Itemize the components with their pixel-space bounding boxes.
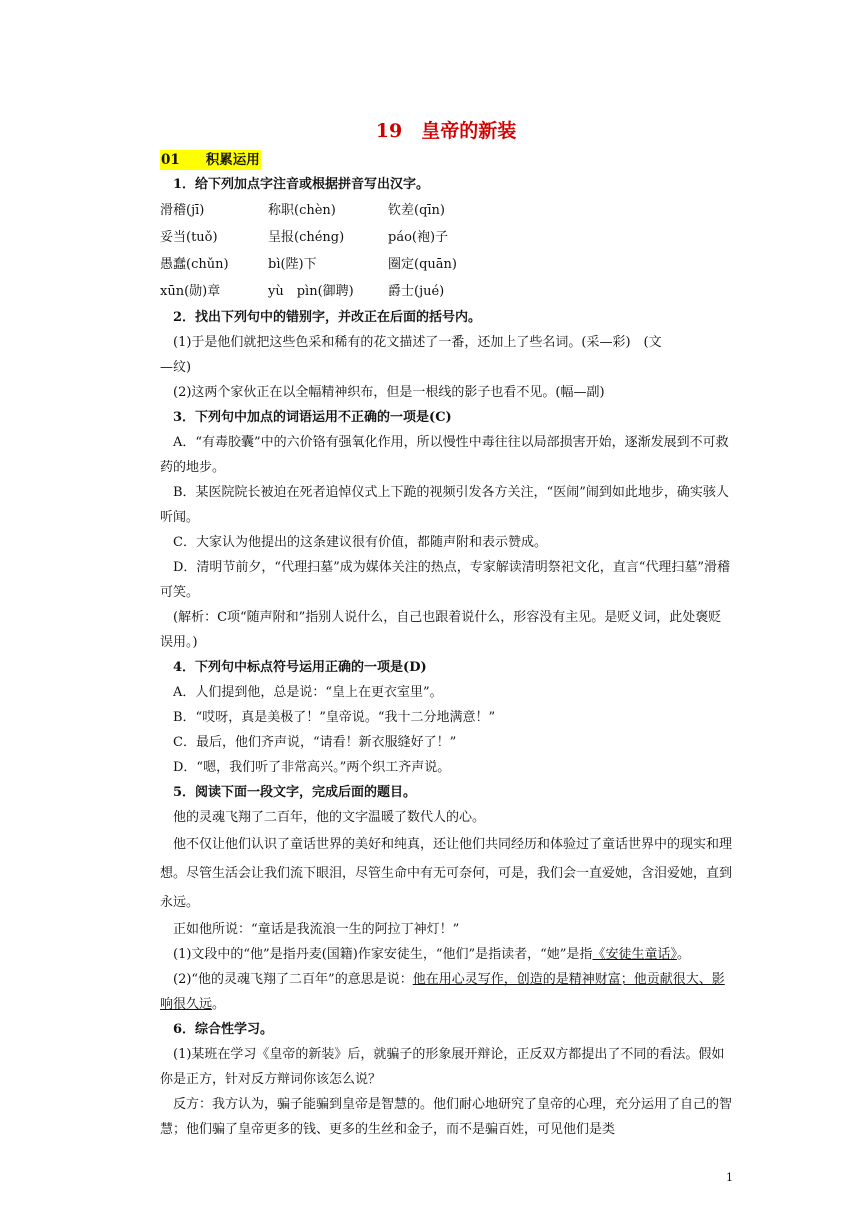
pinyin-item: 妥当(tuǒ) <box>160 230 218 245</box>
pinyin-item: 滑稽(jī) <box>160 203 205 218</box>
opponent-argument: 反方：我方认为，骗子能骗到皇帝是智慧的。他们耐心地研究了皇帝的心理，充分运用了自己的智慧；他们骗了皇帝更多的钱、更多的生丝和金子，而不是骗百姓，可见他们是类 <box>160 1097 733 1137</box>
pinyin-item: bì(陛)下 <box>268 257 317 272</box>
question-2-stem: 2．找出下列句中的错别字，并改正在后面的括号内。 <box>173 310 482 325</box>
option-c: C．大家认为他提出的这条建议很有价值，都随声附和表示赞成。 <box>173 535 547 550</box>
answer-2-prefix: (2)“他的灵魂飞翔了二百年”的意思是说： <box>173 972 413 987</box>
answer-1-suffix: 。 <box>676 947 690 962</box>
page-title: 19 皇帝的新装 <box>375 120 517 142</box>
answer-2 <box>160 967 732 1017</box>
pinyin-row <box>160 197 732 224</box>
option-d: D．“嗯，我们听了非常高兴。”两个织工齐声说。 <box>173 760 451 775</box>
answer-1-underlined: 《安徒生童话》 <box>592 947 677 962</box>
section-number: 01 <box>161 152 180 168</box>
option-a: A．人们提到他，总是说：“皇上在更衣室里”。 <box>173 685 443 700</box>
pinyin-item: 呈报(chéng) <box>268 230 345 245</box>
pinyin-item: yù pìn(御聘) <box>268 284 354 299</box>
analysis: (解析：C项“随声附和”指别人说什么，自己也跟着说什么，形容没有主见。是贬义词，此处褒贬误用。) <box>160 610 722 650</box>
question-6-part-1: (1)某班在学习《皇帝的新装》后，就骗子的形象展开辩论，正反双方都提出了不同的看法。假如你是正方，针对反方辩词你该怎么说？ <box>160 1047 725 1087</box>
option-b: B．某医院院长被迫在死者追悼仪式上下跪的视频引发各方关注，“医闹”闹到如此地步，确实骇人听闻。 <box>160 485 729 525</box>
reading-paragraph-1: 他的灵魂飞翔了二百年，他的文字温暖了数代人的心。 <box>173 810 486 825</box>
document-body <box>160 172 732 1142</box>
reading-paragraph-3: 正如他所说：“童话是我流浪一生的阿拉丁神灯！” <box>173 922 460 937</box>
pinyin-row <box>160 278 732 305</box>
page-number: 1 <box>726 1171 733 1184</box>
pinyin-item: 钦差(qīn) <box>388 203 445 218</box>
pinyin-row <box>160 251 732 278</box>
question-5-stem: 5．阅读下面一段文字，完成后面的题目。 <box>173 785 417 800</box>
option-b: B．“哎呀，真是美极了！”皇帝说。“我十二分地满意！” <box>173 710 496 725</box>
pinyin-item: 称职(chèn) <box>268 203 336 218</box>
question-6-stem: 6．综合性学习。 <box>173 1022 274 1037</box>
question-2-sentence-2: (2)这两个家伙正在以全幅精神织布，但是一根线的影子也看不见。(幅—副) <box>173 385 605 400</box>
option-d: D．清明节前夕，“代理扫墓”成为媒体关注的热点，专家解读清明祭祀文化，直言“代理扫墓”滑稽可笑。 <box>160 560 731 600</box>
section-label: 积累运用 <box>205 152 260 168</box>
reading-paragraph-2: 他不仅让他们认识了童话世界的美好和纯真，还让他们共同经历和体验过了童话世界中的现实和理想。尽管生活会让我们流下眼泪，尽管生命中有无可奈何，可是，我们会一直爱她，含泪爱她，直到永远。 <box>160 837 733 910</box>
answer-2-suffix: 。 <box>212 997 226 1012</box>
question-2-sentence-1: (1)于是他们就把这些色采和稀有的花文描述了一番，还加上了些名词。(采—彩) (文 <box>173 335 662 350</box>
pinyin-row <box>160 224 732 251</box>
question-4-stem: 4．下列句中标点符号运用正确的一项是(D) <box>173 660 427 675</box>
pinyin-item: 爵士(jué) <box>388 284 445 299</box>
section-heading <box>160 150 261 170</box>
option-a: A．“有毒胶囊”中的六价铬有强氧化作用，所以慢性中毒往往以局部损害开始，逐渐发展到不可救药的地步。 <box>160 435 729 475</box>
question-2-sentence-1-cont: —纹) <box>160 360 192 375</box>
answer-2-underlined: 他在用心灵写作，创造的是精神财富；他贡献很大、影响很久远 <box>160 972 725 1012</box>
option-c: C．最后，他们齐声说，“请看！新衣服缝好了！” <box>173 735 457 750</box>
answer-1 <box>160 942 732 967</box>
answer-1-prefix: (1)文段中的“他”是指丹麦(国籍)作家安徒生，“他们”是指读者，“她”是指 <box>173 947 593 962</box>
pinyin-item: páo(袍)子 <box>388 230 449 245</box>
pinyin-item: 圈定(quān) <box>388 257 457 272</box>
pinyin-item: xūn(勋)章 <box>160 284 221 299</box>
question-3-stem: 3．下列句中加点的词语运用不正确的一项是(C) <box>173 410 452 425</box>
question-1-stem: 1．给下列加点字注音或根据拼音写出汉字。 <box>173 177 430 192</box>
pinyin-item: 愚蠢(chǔn) <box>160 257 229 272</box>
